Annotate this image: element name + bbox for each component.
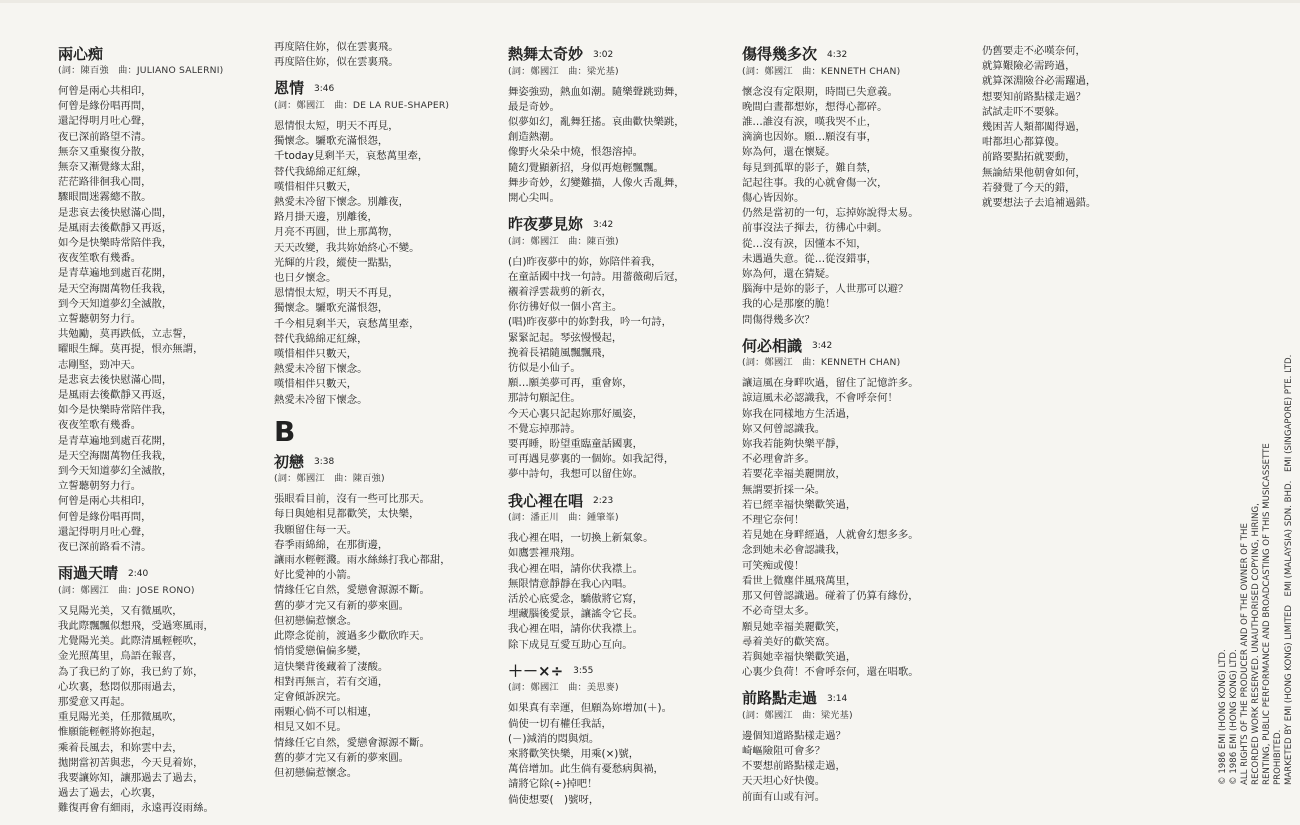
lyric-line: 不必奇望太多。 (742, 605, 815, 618)
lyric-line: 春季雨綿綿，在那街邊， (274, 538, 389, 551)
lyric-line: 就算深淵險谷必需躍過， (982, 75, 1097, 88)
lyric-line: 如今是快樂時常陪伴我， (58, 237, 173, 250)
lyric-line: 不理它奈何！ (742, 514, 805, 527)
lyric-line: 乘着長風去，和妳雲中去， (58, 741, 183, 754)
song-title (508, 661, 685, 682)
lyric-line: 如今是快樂時常陪伴我， (58, 404, 173, 417)
song-title (58, 563, 223, 584)
lyric-line: 為了我已約了妳，我已約了妳， (58, 665, 204, 678)
lyric-line: 是悲哀去後快慰滿心間， (58, 206, 173, 219)
lyric-line: 夢中詩句，我想可以留住妳。 (508, 468, 644, 481)
continued-lyrics (274, 40, 451, 70)
song-title-text: 恩情 (274, 79, 305, 98)
song-title-text: 熱舞太奇妙 (508, 45, 584, 63)
lyric-line: 相對再無言，若有交通， (274, 675, 389, 688)
lyric-line: 倘使想要( )號呀， (508, 793, 600, 806)
lyric-line: 舞姿強勁，熱血如潮。隨樂聲跳勁舞， (508, 85, 685, 98)
lyric-line: 最是奇妙。 (508, 100, 560, 113)
lyric-line: 定會傾訴淚完。 (274, 690, 347, 703)
lyric-line: 是天空海闊萬物任我栽， (58, 282, 173, 295)
song-title-text: 昨夜夢見妳 (508, 215, 584, 234)
song-block (742, 688, 919, 805)
copyright-line: © 1986 EMI (HONG KONG) LTD. (1218, 649, 1228, 785)
song-title (508, 44, 685, 65)
page-edge (0, 0, 1300, 3)
lyric-line: 是青草遍地到處百花開， (58, 434, 173, 447)
lyric-line: 無限情意靜靜在我心內唱。 (508, 577, 633, 590)
lyric-line: 夜夜笙歌有幾番。 (58, 419, 142, 432)
lyric-line: 邊個知道路點樣走過？ (742, 729, 846, 742)
lyric-line: 不覺忘掉那詩。 (508, 422, 581, 435)
lyric-line: 襯着浮雲裁剪的新衣， (508, 286, 612, 299)
song-duration: 3:38 (314, 457, 335, 468)
lyric-line: 來將歡笑快樂，用乘(×)號， (508, 747, 640, 760)
song-block (508, 491, 685, 653)
lyric-line: 那愛意又再起。 (58, 696, 131, 709)
lyric-line: 拋開當初苦與悲，今天見着妳， (58, 756, 204, 769)
lyric-line: 再度陪住妳，似在雲裏飛。 (274, 56, 399, 69)
lyric-line: 每見到孤單的影子，難自禁， (742, 161, 878, 174)
lyric-line: 千today見剩半天，哀愁萬里牽， (274, 150, 429, 163)
lyric-line: 此際念從前，渡過多少歡欣昨天。 (274, 630, 430, 643)
lyric-line: 緊緊記起。琴弦慢慢起， (508, 331, 623, 344)
lyric-line: 舊的夢才完又有新的夢來圓。 (274, 599, 410, 612)
lyric-line: 懷念沒有定限期，時間已失意義。 (742, 85, 898, 98)
lyric-line: 夜已深前路望不清。 (58, 130, 152, 143)
lyric-line: 試試走吓不要躲。 (982, 105, 1066, 118)
lyric-line: 念到她未必會認識我， (742, 544, 846, 557)
lyric-line: 舞步奇妙，幻變難描，人像火舌亂舞， (508, 176, 685, 189)
lyric-line: 若與她幸福快樂歡笑過， (742, 650, 857, 663)
lyric-line: 就要想法子去追補過錯。 (982, 197, 1097, 210)
song-title (742, 44, 919, 65)
song-block (58, 563, 223, 816)
copyright-line: © 1986 EMI (HONG KONG) LTD. (1229, 649, 1239, 785)
song-title (274, 452, 451, 473)
lyric-line: 從…沒有淚，因懂本不知， (742, 237, 867, 250)
lyric-line: 相見又如不見。 (274, 721, 347, 734)
lyric-line: 立誓聽朝努力行。 (58, 480, 142, 493)
lyric-line: 路月掛天邊，別離後， (274, 211, 378, 224)
lyric-line: 心坎裏，愁悶似那雨過去， (58, 680, 183, 693)
lyric-line: 惟願能輕輕將妳抱起， (58, 726, 162, 739)
lyric-line: 不必理會許多。 (742, 453, 815, 466)
lyric-line: 無論結果他朝會如何， (982, 166, 1086, 179)
lyric-line: 腦海中是妳的影子，人世那可以避？ (742, 283, 909, 296)
lyric-line: 何曾是緣份唱再問， (58, 510, 152, 523)
lyric-line: 夜已深前路看不清。 (58, 541, 152, 554)
song-credit: (詞：鄭國江 曲：梁光基) (508, 65, 619, 77)
song-credit: (詞：鄭國江 曲：DE LA RUE-SHAPER) (274, 99, 450, 111)
lyric-line: 是悲哀去後快慰滿心間， (58, 373, 173, 386)
lyric-line: 光輝的片段，縱使一點點， (274, 256, 399, 269)
lyric-line: 再度陪住妳，似在雲裏飛。 (274, 41, 399, 53)
lyric-line: 天天坦心好快傻。 (742, 775, 826, 788)
lyric-line: 無奈又漸覺緣太甜， (58, 161, 152, 174)
lyric-line: 我要讓妳知，讓那過去了過去， (58, 772, 204, 785)
song-title-text: ＋－×÷ (508, 661, 564, 680)
lyric-line: 立誓聽朝努力行。 (58, 313, 142, 326)
lyric-line: 問傷得幾多次？ (742, 313, 815, 326)
lyric-line: 在童話國中找一句詩。用薔薇砌后冠， (508, 270, 685, 283)
lyrics-column-2 (274, 40, 451, 789)
lyric-line: 創造熱潮。 (508, 131, 560, 144)
lyric-line: 若見她在身畔經過，人就會幻想多多。 (742, 529, 919, 542)
song-credit: (詞：陳百強 曲：JULIANO SALERNI) (58, 65, 224, 76)
lyric-line: 替代我綿綿疋紅線， (274, 332, 368, 345)
lyric-line: 驟眼間迷霧總不散。 (58, 191, 152, 204)
lyric-line: 還記得明月吐心聲， (58, 525, 152, 538)
lyric-line: 倘使一切有權任我話， (508, 717, 612, 730)
lyric-line: 共勉勵，莫再跌低，立志誓， (58, 328, 194, 341)
song-credit: (詞：鄭國江 曲：梁光基) (742, 709, 853, 721)
lyric-line: 妳為何，還在猜疑。 (742, 267, 836, 280)
lyric-line: 可再遇見夢裏的一個妳。如我記得， (508, 453, 675, 466)
lyric-line: 熱愛未冷留下懷念。 (274, 363, 368, 376)
lyric-line: 獨懷念。驪歌充滿恨怨， (274, 302, 389, 315)
lyric-line: 尋着美好的歡笑窩。 (742, 635, 836, 648)
lyric-line: 但初戀偏惹懷念。 (274, 614, 358, 627)
lyric-line: 仍然是當初的一句，忘掉妳說得太易。 (742, 207, 919, 220)
lyric-line: 是青草遍地到處百花開， (58, 267, 173, 280)
lyric-line: 過去了過去，心坎裏， (58, 787, 162, 800)
lyric-line: 活於心底愛念，驕傲將它寫， (508, 592, 644, 605)
lyric-line: 何曾是緣份唱再問， (58, 100, 152, 113)
lyric-line: 嘆惜相伴只數天， (274, 180, 358, 193)
lyric-line: 兩顆心倘不可以相連， (274, 706, 378, 719)
lyric-line: (－)減消的悶與煩。 (508, 732, 600, 745)
lyric-line: 志剛堅，勁冲天。 (58, 358, 142, 371)
song-credit: (詞：鄭國江 曲：KENNETH CHAN) (742, 357, 901, 369)
lyric-line: 我的心是那麼的脆！ (742, 298, 836, 311)
lyric-line: 妳我若能夠快樂平靜， (742, 438, 846, 451)
lyric-line: 我心裡在唱，請你伏我襟上。 (508, 562, 644, 575)
lyric-line: 傷心皆因妳。 (742, 191, 805, 204)
lyric-line: 要再睡，盼望重臨童話國裏， (508, 438, 644, 451)
lyric-line: 可笑痴或傻！ (742, 559, 805, 572)
lyric-line: 好比愛神的小箭。 (274, 569, 358, 582)
lyric-line: (唱)昨夜夢中的妳對我，吟一句詩， (508, 316, 672, 329)
lyric-line: 無奈又重聚復分散， (58, 145, 152, 158)
lyric-line: 但初戀偏惹懷念。 (274, 766, 358, 779)
lyric-line: 替代我綿綿疋紅線， (274, 165, 368, 178)
lyric-line: 每日與她相見都歡笑，太快樂， (274, 508, 420, 521)
song-block (742, 336, 919, 681)
lyric-line: 幾困苦人類都闖得過， (982, 121, 1086, 134)
lyric-line: 前路要點拓就要動， (982, 151, 1076, 164)
copyright-line: PROHIBITED. (1273, 729, 1283, 785)
song-duration: 4:32 (827, 49, 848, 60)
lyric-line: 隨幻覺顯新招，身似再炮輕飄飄。 (508, 161, 664, 174)
copyright-line: MARKETED BY EMI (HONG KONG) LIMITED EMI (MALAYSIA) SDN. BHD. EMI (SINGAPORE) PTE. LTD. (1284, 354, 1294, 785)
song-title (508, 491, 685, 512)
song-block (274, 452, 451, 781)
lyric-line: 讓雨水輕輕濺。雨水絲絲打我心都甜， (274, 554, 451, 567)
lyric-line: 重見陽光美，任那微風吹， (58, 711, 183, 724)
song-duration: 3:55 (573, 666, 594, 677)
song-duration: 2:40 (128, 568, 149, 579)
lyric-line: 願…願美夢可再，重會妳， (508, 377, 633, 390)
lyric-line: 月亮不再圓，世上那萬物， (274, 226, 399, 239)
lyric-line: 妳又何曾認識我。 (742, 422, 826, 435)
lyric-line: 誰…誰沒有淚，嘆我哭不止， (742, 115, 878, 128)
lyric-line: (白)昨夜夢中的妳，妳陪伴着我， (508, 255, 662, 268)
lyric-line: 到今天知道夢幻全滅散， (58, 465, 173, 478)
song-block (508, 661, 685, 808)
song-credit: (詞：鄭國江 曲：KENNETH CHAN) (742, 65, 901, 77)
song-title-text: 兩心痴 (58, 45, 104, 63)
song-credit: (詞：鄭國江 曲：美思麥) (508, 682, 619, 694)
lyric-line: 若發覺了今天的錯， (982, 181, 1076, 194)
lyric-line: 那又何曾認識過。碰着了仍算有緣份， (742, 590, 919, 603)
lyric-line: 咁都坦心都算傻。 (982, 136, 1066, 149)
lyric-line: 似夢如幻，亂舞狂搖。哀曲歡快樂跳， (508, 115, 685, 128)
song-title (742, 688, 919, 709)
lyric-line: 我願留住每一天。 (274, 523, 358, 536)
lyrics-column-5 (982, 44, 1096, 219)
copyright-line: ALL RIGHTS OF THE PRODUCER AND OF THE OWNER OF THE (1240, 523, 1250, 785)
lyric-line: 熱愛未冷留下懷念。別離夜， (274, 195, 410, 208)
lyric-line: 讓這風在身畔吹過，留住了記憶許多。 (742, 377, 919, 390)
lyric-line: 還記得明月吐心聲， (58, 115, 152, 128)
lyric-line: 挽着長裙隨風飄飄飛， (508, 346, 612, 359)
song-title-text: 傷得幾多次 (742, 45, 818, 63)
lyric-line: 想要知前路點樣走過？ (982, 90, 1086, 103)
lyric-line: 何曾是兩心共相印， (58, 85, 152, 97)
lyric-line: 難復再會有細雨，永遠再沒雨絲。 (58, 802, 214, 815)
song-credit: (詞：鄭國江 曲：陳百強) (274, 473, 385, 485)
song-duration: 3:46 (314, 83, 335, 94)
lyric-line: 又見陽光美，又有微風吹， (58, 604, 183, 617)
lyric-line: 如果真有幸運，但願為妳增加(＋)。 (508, 702, 672, 715)
song-duration: 3:42 (593, 219, 614, 230)
song-title (274, 78, 451, 99)
song-title-text: 我心裡在唱 (508, 491, 584, 510)
song-duration: 3:02 (593, 49, 614, 60)
lyric-line: 崎嶇險阻可會多？ (742, 745, 826, 758)
song-credit: (詞：鄭國江 曲：陳百強) (508, 235, 619, 247)
lyric-line: 悄悄愛戀偏偏多變， (274, 645, 368, 658)
lyric-line: 尤覺陽光美。此際清風輕輕吹， (58, 635, 204, 648)
song-duration: 3:42 (812, 341, 833, 352)
lyrics-column-3 (508, 40, 685, 816)
lyric-line: 恩情恨太短，明天不再見， (274, 119, 399, 132)
song-duration: 2:23 (593, 496, 614, 507)
copyright-line: RECORDED WORK RESERVED. UNAUTHORISED COPYING, HIRING, (1251, 503, 1261, 785)
lyric-line: 茫茫路徘徊我心間， (58, 176, 152, 189)
lyric-line: 如鷹雲裡飛翔。 (508, 547, 581, 560)
lyric-line: 這快樂背後藏着了淒酸。 (274, 660, 389, 673)
song-block (508, 214, 685, 483)
lyric-line: 舊的夢才完又有新的夢來圓。 (274, 751, 410, 764)
lyric-line: 是風雨去後歡靜又再返， (58, 389, 173, 402)
lyric-line: 到今天知道夢幻全滅散， (58, 297, 173, 310)
lyric-line: 天天改變，我共妳始終心不變。 (274, 241, 420, 254)
lyric-line: 曜眼生輝。莫再提，恨亦無謂， (58, 343, 204, 356)
lyric-line: 無謂要折採一朵。 (742, 483, 826, 496)
lyric-line: 諒這風未必認識我，不會呼奈何！ (742, 392, 898, 405)
lyric-line: 情緣任它自然，愛戀會源源不斷。 (274, 584, 430, 597)
lyric-line: 是天空海闊萬物任我栽， (58, 449, 173, 462)
lyric-line: 金光照萬里，鳥語在報喜， (58, 650, 183, 663)
song-block (742, 44, 919, 328)
song-block (508, 44, 685, 206)
song-credit: (詞：鄭國江 曲：JOSE RONO) (58, 584, 195, 596)
song-title-text: 前路點走過 (742, 689, 818, 708)
lyric-line: 若要花幸福美麗開放， (742, 468, 846, 481)
lyric-line: 那詩句願記住。 (508, 392, 581, 405)
lyric-line: 萬倍增加。此生倘有憂愁病與禍， (508, 763, 664, 776)
lyric-line: 不要想前路點樣走過， (742, 760, 846, 773)
lyric-line: 妳為何，還在懷疑。 (742, 146, 836, 159)
song-block (58, 44, 223, 555)
lyric-line: 嘆惜相伴只數天， (274, 347, 358, 360)
lyric-line: 我心裡在唱，一切換上新氣象。 (508, 532, 654, 545)
lyric-line: 看世上微塵伴風飛萬里， (742, 574, 857, 587)
lyric-line: 今天心裏只記起妳那好風姿， (508, 407, 644, 420)
lyric-line: 獨懷念。驪歌充滿恨怨， (274, 135, 389, 148)
lyric-line: 開心尖叫。 (508, 191, 560, 204)
lyric-line: 彷似是小仙子。 (508, 362, 581, 375)
lyric-line: 也日夕懷念。 (274, 271, 337, 284)
lyrics-column-1 (58, 40, 223, 825)
copyright-line: RENTING, PUBLIC PERFORMANCE AND BROADCASTING OF THIS MUSICASSETTE (1262, 443, 1272, 785)
lyric-line: 仍舊要走不必嘆奈何， (982, 45, 1086, 57)
lyric-line: 熱愛未冷留下懷念。 (274, 393, 368, 406)
continued-lyrics (982, 44, 1096, 211)
song-title (742, 336, 919, 357)
song-credit: (詞：潘正川 曲：鍾肇峯) (508, 512, 619, 524)
lyric-line: 埋藏腦後愛景，讓謠令它長。 (508, 608, 644, 621)
lyric-line: 你彷彿好似一個小宮主。 (508, 301, 623, 314)
lyric-line: 前事沒法子揮去，彷彿心中刺。 (742, 222, 888, 235)
lyric-line: 夜夜笙歌有幾番。 (58, 252, 142, 265)
song-title (58, 44, 223, 64)
lyric-line: 心裏少負荷！不會呼奈何，還在唱歌。 (742, 666, 919, 679)
lyric-line: 除下成見互愛互助心互向。 (508, 638, 633, 651)
lyric-line: 請將它除(÷)掉吧！ (508, 778, 598, 791)
lyric-line: 情緣任它自然，愛戀會源源不斷。 (274, 736, 430, 749)
copyright-notice (1218, 355, 1295, 785)
song-duration: 3:14 (827, 693, 848, 704)
lyrics-column-4 (742, 40, 919, 813)
song-title-text: 雨過天晴 (58, 564, 119, 583)
song-title-text: 何必相識 (742, 336, 803, 355)
song-title (508, 214, 685, 235)
lyric-line: 千今相見剩半天，哀愁萬里牽， (274, 317, 420, 330)
song-title-text: 初戀 (274, 452, 305, 471)
lyric-line: 滴滴也因妳。願…願沒有事， (742, 131, 878, 144)
lyric-line: 我此際飄飄似想飛，受過寒風雨， (58, 620, 214, 632)
lyric-line: 嘆惜相伴只數天， (274, 378, 358, 391)
lyric-line: 記起往事。我的心就會傷一次， (742, 176, 888, 189)
lyric-line: 我心裡在唱，請你伏我襟上。 (508, 623, 644, 636)
lyric-line: 前面有山或有河。 (742, 790, 826, 803)
lyric-line: 就算艱險必需跨過， (982, 60, 1076, 73)
side-b-label: B (274, 414, 296, 448)
lyric-line: 是風雨去後歡靜又再返， (58, 221, 173, 234)
lyric-line: 未遇過失意。從…從沒錯事， (742, 252, 878, 265)
lyric-line: 像野火朵朵中燒，恨怨溶掉。 (508, 146, 644, 159)
lyric-line: 張眼看目前，沒有一些可比那天。 (274, 493, 430, 506)
lyric-line: 何曾是兩心共相印， (58, 495, 152, 508)
lyric-line: 恩情恨太短，明天不再見， (274, 287, 399, 300)
lyric-line: 若已經幸福快樂歡笑過， (742, 498, 857, 511)
lyric-line: 妳我在同樣地方生活過， (742, 407, 857, 420)
song-block (274, 78, 451, 407)
lyric-line: 願見她幸福美麗歡笑， (742, 620, 846, 633)
lyric-line: 晚間白晝都想妳，想得心都碎。 (742, 100, 888, 113)
